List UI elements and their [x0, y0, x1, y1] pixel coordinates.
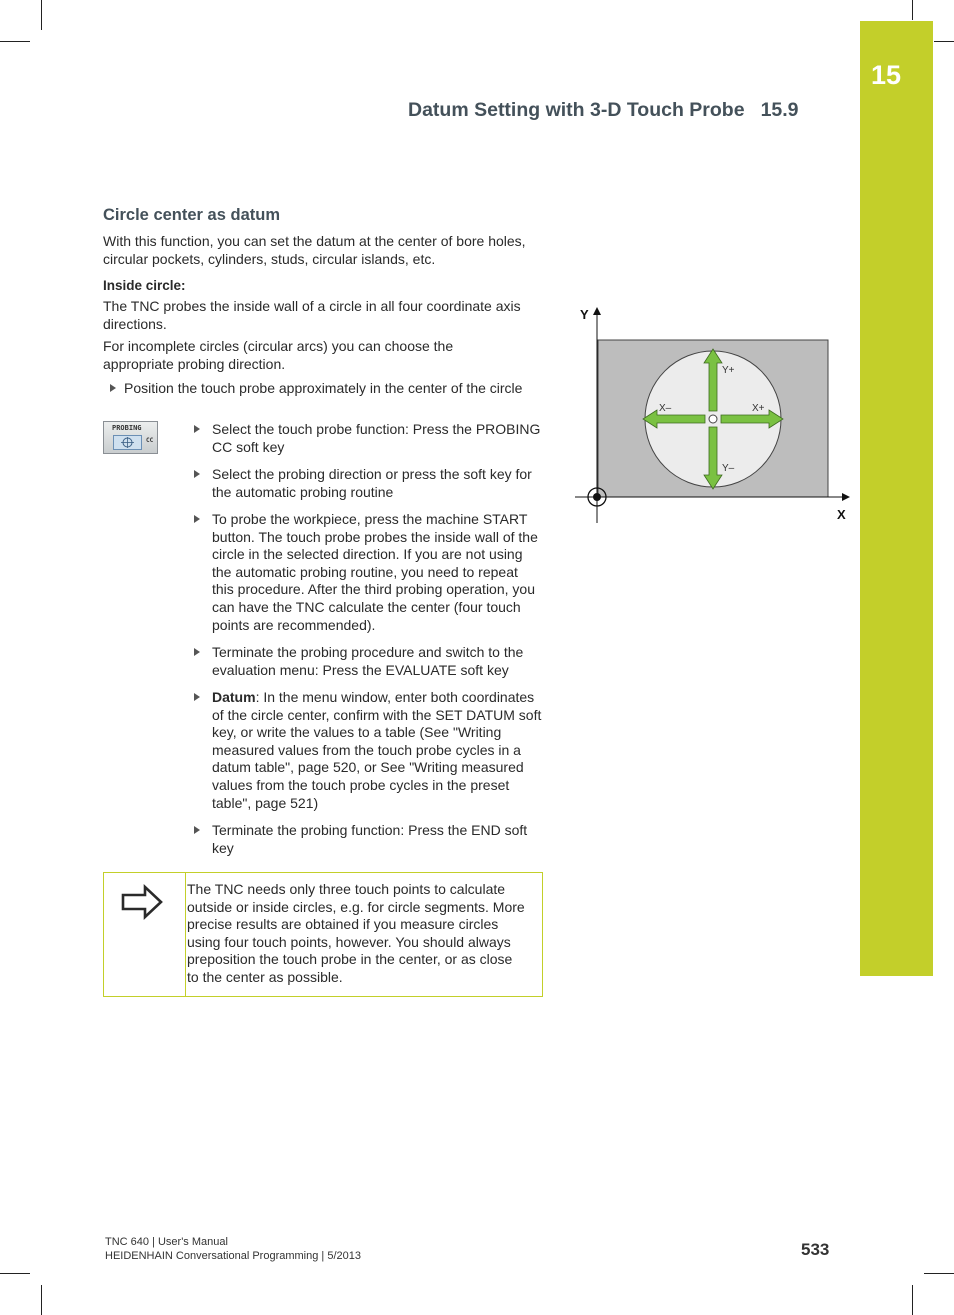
step-select-direction: Select the probing direction or press the soft key for the automatic probing routine	[212, 466, 532, 500]
crosshair-circle-icon	[113, 435, 142, 450]
center-point	[709, 415, 717, 423]
paragraph-probes-inside: The TNC probes the inside wall of a circle in all four coordinate axis directions.	[103, 298, 521, 332]
probing-cc-softkey[interactable]	[103, 421, 158, 454]
step-datum	[212, 689, 542, 812]
crop-mark	[912, 1285, 913, 1315]
bullet-triangle-icon	[194, 648, 200, 656]
label-x-plus: X+	[752, 403, 765, 414]
softkey-label: PROBING	[112, 424, 142, 432]
bullet-triangle-icon	[194, 693, 200, 701]
note-box	[103, 872, 543, 997]
chapter-tab	[860, 21, 933, 976]
crop-mark	[41, 1285, 42, 1315]
crop-mark	[41, 0, 42, 30]
circle-center-figure	[570, 305, 860, 525]
footer-line-publisher: HEIDENHAIN Conversational Programming | 5/2013	[105, 1249, 361, 1262]
bullet-triangle-icon	[194, 515, 200, 523]
arrow-right-icon	[121, 884, 165, 920]
label-x-minus: X–	[659, 403, 672, 414]
label-y-plus: Y+	[722, 365, 735, 376]
running-header	[408, 99, 799, 122]
bullet-triangle-icon	[110, 384, 116, 392]
axis-label-y: Y	[580, 307, 589, 322]
step-terminate-evaluate: Terminate the probing procedure and switch to the evaluation menu: Press the EVALUATE soft key	[212, 644, 524, 678]
header-title: Datum Setting with 3-D Touch Probe	[408, 99, 745, 121]
crop-mark	[924, 1273, 954, 1274]
intro-paragraph: With this function, you can set the datum at the center of bore holes, circular pockets, cylinders, studs, circular islands, etc.	[103, 233, 526, 267]
crop-mark	[934, 41, 954, 42]
bullet-triangle-icon	[194, 425, 200, 433]
page-number: 533	[801, 1240, 830, 1259]
axis-label-x: X	[837, 507, 846, 522]
bullet-triangle-icon	[194, 826, 200, 834]
section-title: Circle center as datum	[103, 206, 280, 224]
datum-step-text: : In the menu window, enter both coordinates of the circle center, confirm with the SET DATUM soft key, or write the values to a table (See "Writing measured values from the touch probe cycles in a datum table", page 520, or See "Writing measured values from the touch probe cycles in the preset table", page 521)	[212, 689, 542, 811]
softkey-side-label: CC	[146, 437, 154, 444]
crop-mark	[0, 1273, 30, 1274]
crop-mark	[912, 0, 913, 20]
footer-line-manual: TNC 640 | User's Manual	[105, 1236, 228, 1248]
note-text: The TNC needs only three touch points to calculate outside or inside circles, e.g. for circle segments. More precise results are obtained if you measure circles using four touch points, however. You should always preposition the touch probe in the center, or as close to the center as possible.	[187, 881, 525, 985]
inside-circle-heading: Inside circle:	[103, 278, 186, 293]
step-select-function: Select the touch probe function: Press the PROBING CC soft key	[212, 421, 541, 455]
chapter-number: 15	[871, 60, 902, 90]
bullet-triangle-icon	[194, 470, 200, 478]
datum-keyword: Datum	[212, 689, 256, 705]
step-terminate-end: Terminate the probing function: Press the END soft key	[212, 822, 528, 856]
note-divider	[185, 873, 186, 996]
paragraph-incomplete-circles: For incomplete circles (circular arcs) you can choose the appropriate probing direction.	[103, 338, 454, 372]
bullet-position-probe: Position the touch probe approximately in the center of the circle	[124, 380, 523, 396]
header-section-number: 15.9	[760, 99, 799, 121]
step-probe-workpiece: To probe the workpiece, press the machine START button. The touch probe probes the inside wall of the circle in the selected direction. If you are not using the automatic probing routine, you need to repeat this procedure. After the third probing operation, you can have the TNC calculate the center (four touch points are recommended).	[212, 511, 538, 633]
page-footer	[105, 1236, 361, 1263]
label-y-minus: Y–	[722, 463, 735, 474]
crop-mark	[0, 41, 30, 42]
